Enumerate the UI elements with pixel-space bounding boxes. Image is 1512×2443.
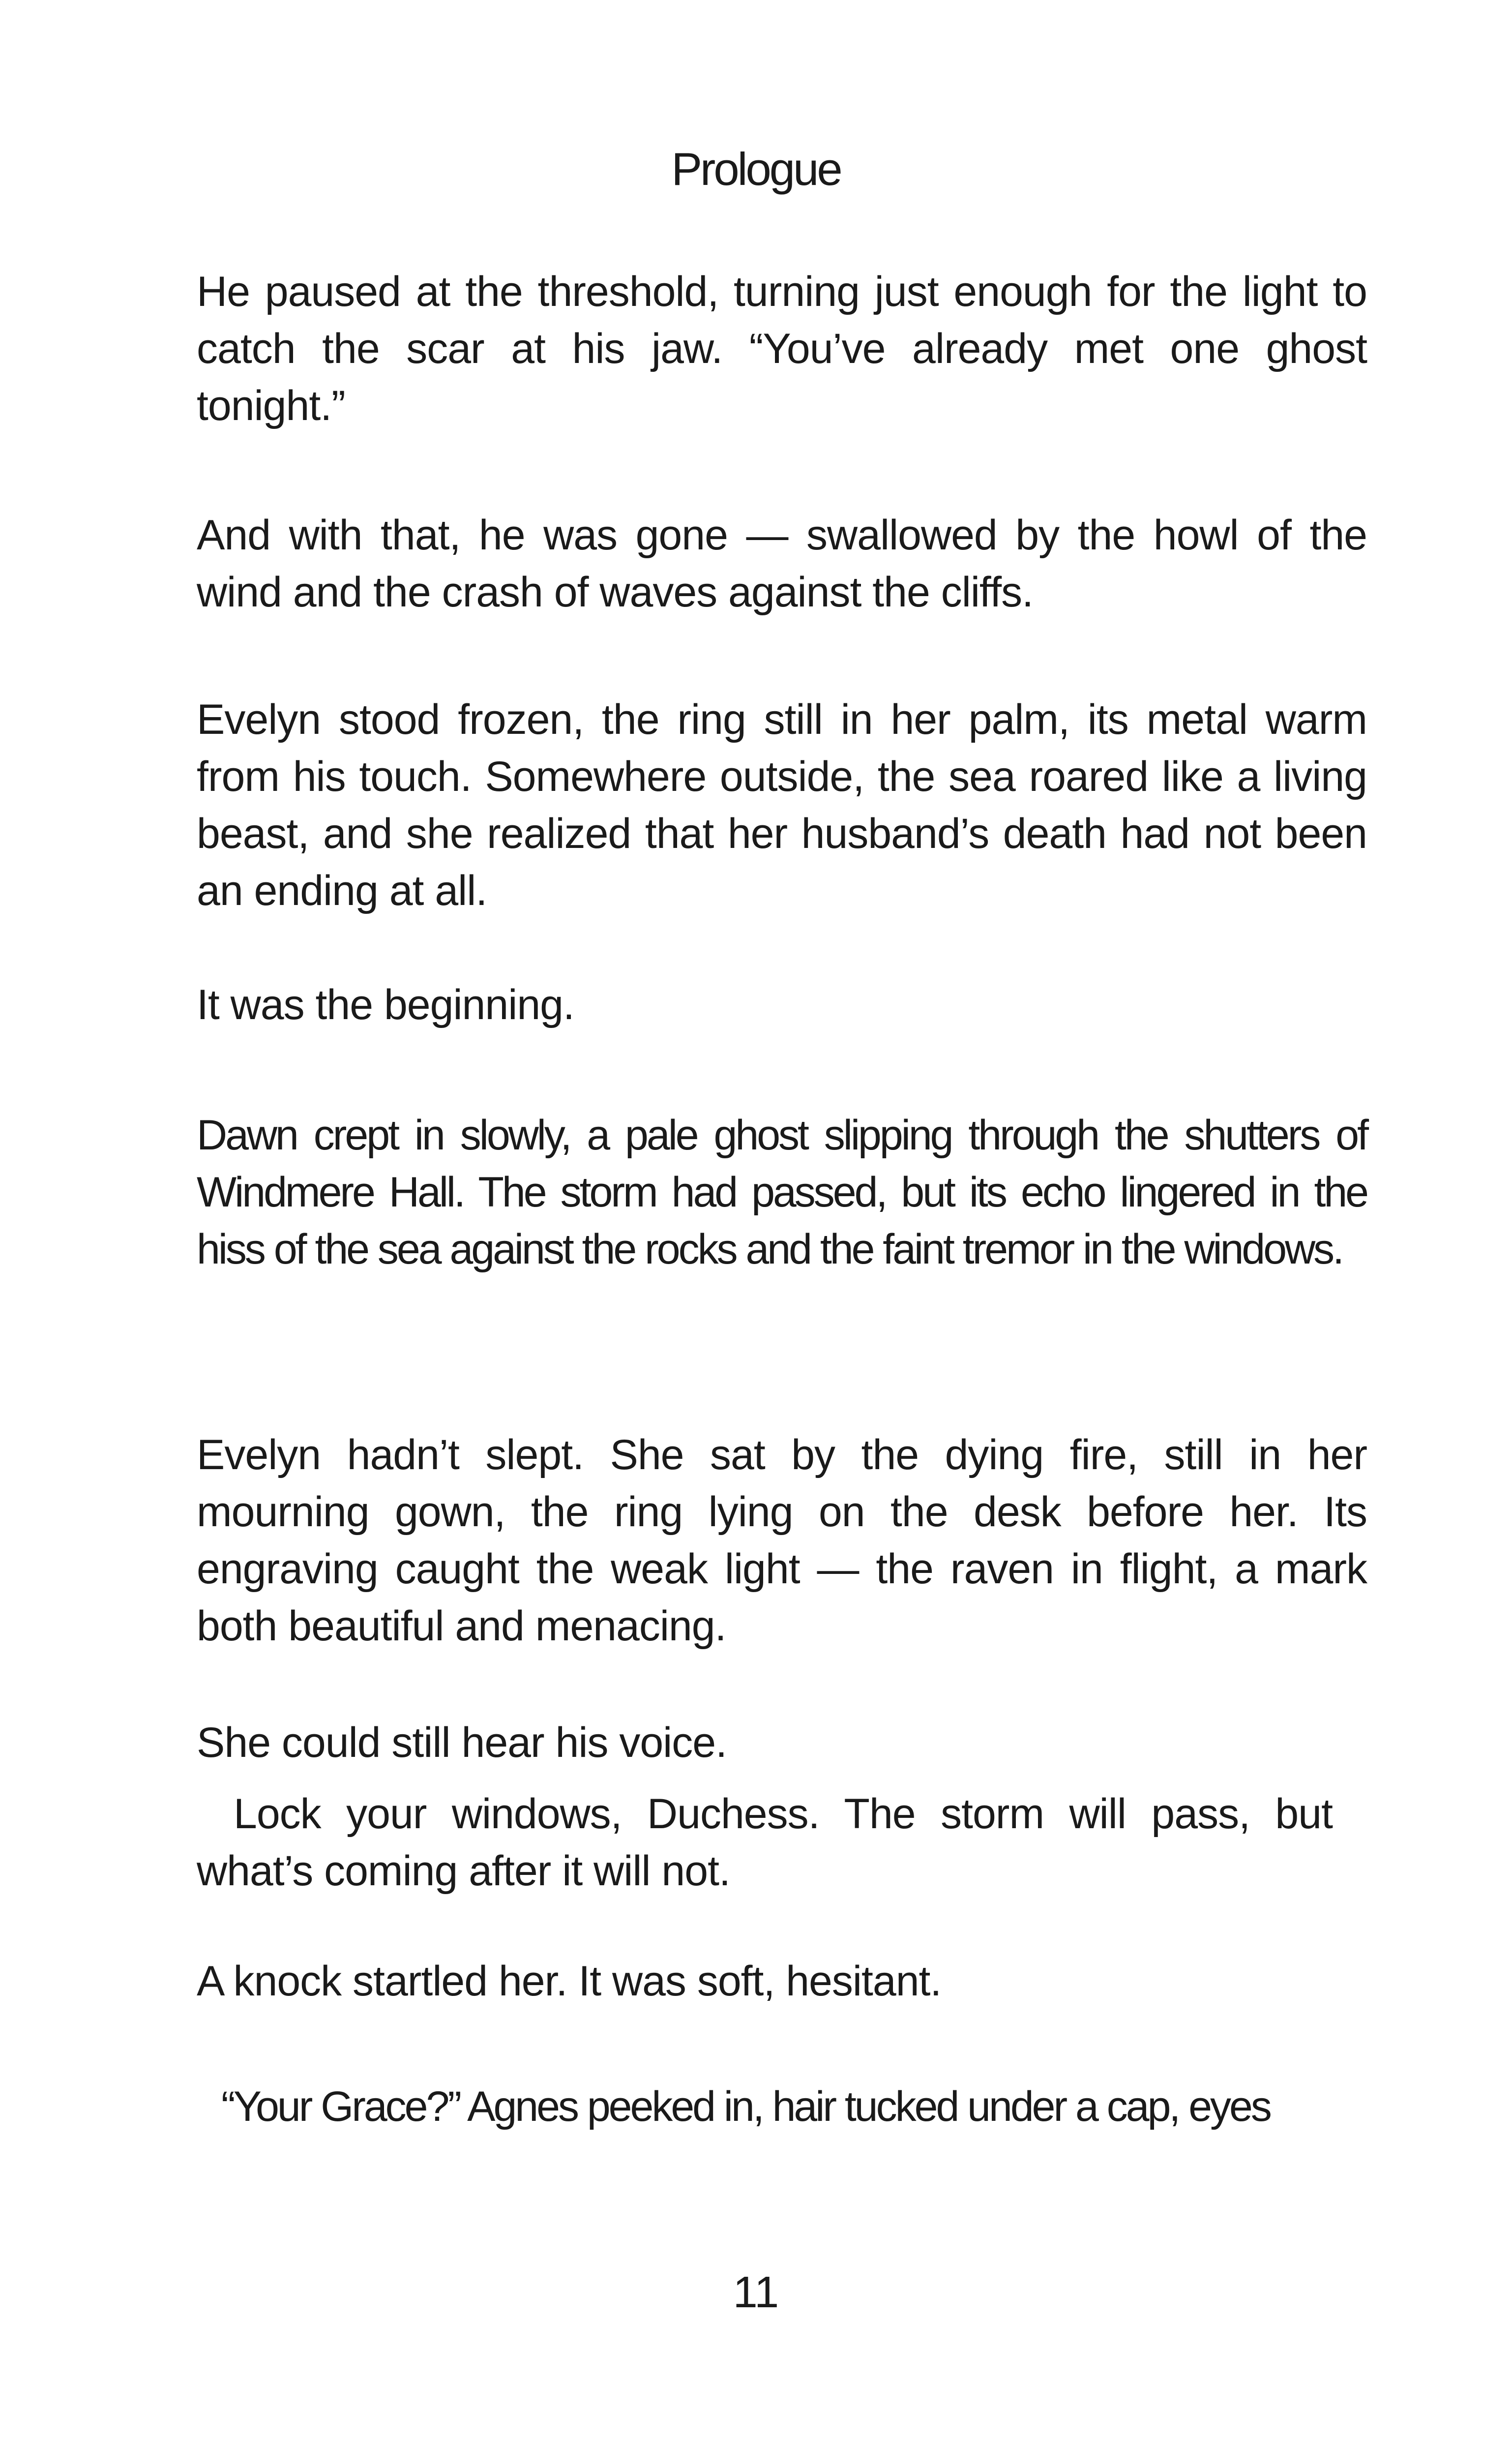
paragraph-1: He paused at the threshold, turning just enough for the light to catch the scar at his jaw. “You’ve already met one ghost tonight.” bbox=[197, 268, 1367, 429]
paragraph-2: And with that, he was gone — swallowed by the howl of the wind and the crash of waves against the cliffs. bbox=[197, 512, 1367, 616]
running-head: Prologue bbox=[671, 143, 841, 195]
page-number: 11 bbox=[733, 2268, 779, 2317]
paragraph-3: Evelyn stood frozen, the ring still in her palm, its metal warm from his touch. Somewhere outside, the sea roared like a living beast, and she realized that her husband’s death had not been an ending at all. bbox=[197, 696, 1367, 914]
paragraph-9: A knock startled her. It was soft, hesitant. bbox=[197, 1958, 942, 2005]
paragraph-6: Evelyn hadn’t slept. She sat by the dying fire, still in her mourning gown, the ring lying on the desk before her. Its engraving caught the weak light — the raven in flight, a mark both beautiful and menacing. bbox=[197, 1431, 1367, 1650]
paragraph-5: Dawn crept in slowly, a pale ghost slipping through the shutters of Windmere Hall. The storm had passed, but its echo lingered in the hiss of the sea against the rocks and the faint tremor in the windows. bbox=[197, 1112, 1367, 1273]
paragraph-4: It was the beginning. bbox=[197, 981, 574, 1028]
paragraph-8: Lock your windows, Duchess. The storm will pass, but what’s coming after it will not. bbox=[197, 1790, 1333, 1895]
paragraph-7: She could still hear his voice. bbox=[197, 1719, 727, 1766]
paragraph-10: “Your Grace?” Agnes peeked in, hair tucked under a cap, eyes bbox=[221, 2083, 1270, 2130]
